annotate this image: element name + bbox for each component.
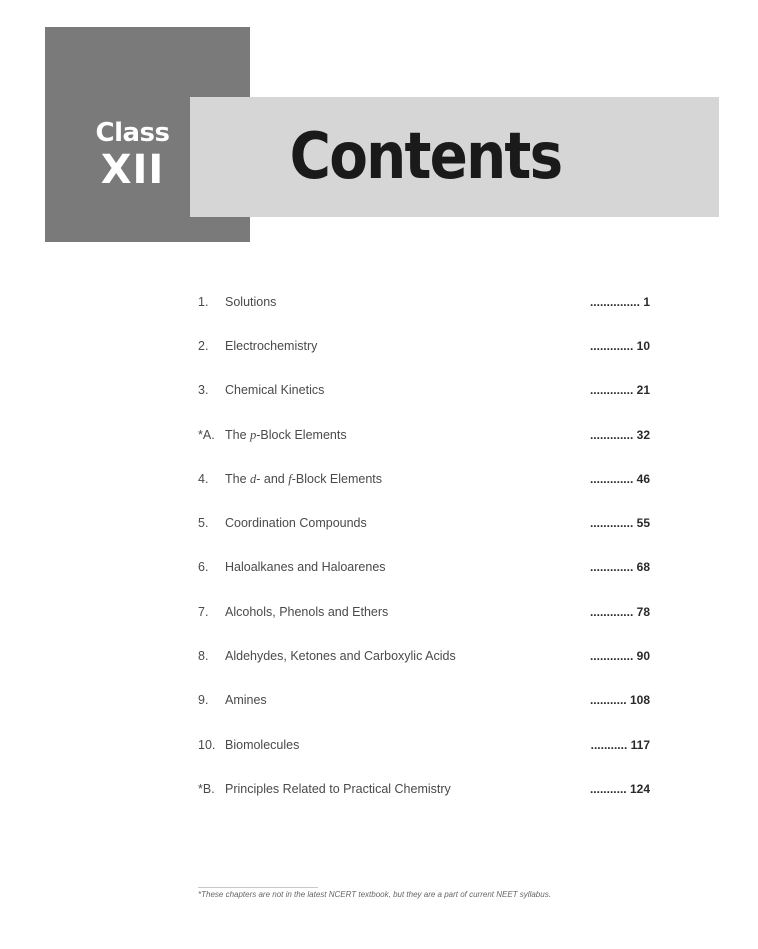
toc-entry-title: Electrochemistry	[225, 339, 318, 353]
toc-entry-number: 6.	[198, 560, 209, 574]
toc-entry-title: Solutions	[225, 295, 277, 309]
toc-entry-9[interactable]	[198, 690, 650, 710]
toc-leader-dots: ...........	[589, 693, 627, 707]
toc-page-number: 124	[629, 782, 650, 796]
toc-entry-7[interactable]	[198, 602, 650, 622]
toc-entry-title: Biomolecules	[225, 738, 300, 752]
toc-page-number: 90	[636, 649, 650, 663]
toc-entry-1[interactable]	[198, 292, 650, 312]
toc-entry-a[interactable]	[198, 425, 650, 445]
toc-entry-page	[582, 513, 650, 533]
toc-entry-number: *B.	[198, 782, 215, 796]
toc-entry-3[interactable]	[198, 380, 650, 400]
toc-entry-8[interactable]	[198, 646, 650, 666]
toc-page-number: 78	[636, 605, 650, 619]
toc-entry-5[interactable]	[198, 513, 650, 533]
page-title: Contents	[289, 120, 562, 194]
class-label	[45, 118, 220, 192]
toc-entry-title: Coordination Compounds	[225, 516, 367, 530]
toc-entry-number: 4.	[198, 472, 209, 486]
toc-entry-page	[582, 380, 650, 400]
toc-entry-title: The p-Block Elements	[225, 428, 347, 442]
toc-entry-page	[582, 779, 650, 799]
toc-entry-page	[582, 735, 650, 755]
toc-leader-dots: .............	[589, 605, 634, 619]
toc-page-number: 108	[629, 693, 650, 707]
toc-entry-number: 1.	[198, 295, 209, 309]
toc-page-number: 68	[636, 560, 650, 574]
toc-leader-dots: .............	[589, 472, 634, 486]
footnote: *These chapters are not in the latest NCERT textbook, but they are a part of current NEET syllabus.	[198, 890, 551, 899]
toc-entry-page	[582, 469, 650, 489]
toc-page-number: 117	[630, 738, 650, 752]
toc-entry-number: 9.	[198, 693, 209, 707]
toc-page-number: 21	[636, 383, 650, 397]
toc-page-number: 55	[636, 516, 650, 530]
toc-entry-title: Principles Related to Practical Chemistry	[225, 782, 451, 796]
toc-page-number: 1	[643, 295, 650, 309]
toc-entry-number: 10.	[198, 738, 216, 752]
toc-leader-dots: ...........	[589, 782, 627, 796]
toc-entry-title: Aldehydes, Ketones and Carboxylic Acids	[225, 649, 456, 663]
toc-entry-number: 2.	[198, 339, 209, 353]
toc-leader-dots: .............	[589, 383, 634, 397]
toc-entry-page	[582, 602, 650, 622]
toc-leader-dots: .............	[589, 560, 634, 574]
toc-entry-title: Haloalkanes and Haloarenes	[225, 560, 386, 574]
footnote-divider	[198, 887, 318, 888]
toc-entry-title: Chemical Kinetics	[225, 383, 325, 397]
toc-entry-number: *A.	[198, 428, 215, 442]
toc-entry-page	[582, 292, 650, 312]
toc-page-number: 10	[636, 339, 650, 353]
toc-entry-6[interactable]	[198, 557, 650, 577]
toc-entry-title: Amines	[225, 693, 267, 707]
toc-entry-number: 7.	[198, 605, 209, 619]
toc-entry-b[interactable]	[198, 779, 650, 799]
toc-entry-4[interactable]	[198, 469, 650, 489]
class-number: XII	[100, 147, 165, 193]
toc-entry-page	[582, 690, 650, 710]
toc-entry-page	[582, 646, 650, 666]
toc-leader-dots: .............	[589, 649, 634, 663]
toc-entry-number: 3.	[198, 383, 209, 397]
toc-entry-title: The d- and f-Block Elements	[225, 472, 383, 486]
class-word: Class	[95, 118, 170, 148]
toc-page-number: 46	[636, 472, 650, 486]
toc-entry-page	[582, 425, 650, 445]
toc-entry-number: 8.	[198, 649, 209, 663]
toc-entry-page	[582, 336, 650, 356]
toc-leader-dots: ...........	[590, 738, 628, 752]
toc-entry-2[interactable]	[198, 336, 650, 356]
toc-leader-dots: ...............	[589, 295, 640, 309]
toc-leader-dots: .............	[589, 516, 634, 530]
toc-page-number: 32	[636, 428, 650, 442]
toc-entry-10[interactable]	[198, 735, 650, 755]
toc-leader-dots: .............	[589, 428, 634, 442]
toc-entry-number: 5.	[198, 516, 209, 530]
toc-entry-page	[582, 557, 650, 577]
toc-entry-title: Alcohols, Phenols and Ethers	[225, 605, 389, 619]
toc-leader-dots: .............	[589, 339, 634, 353]
